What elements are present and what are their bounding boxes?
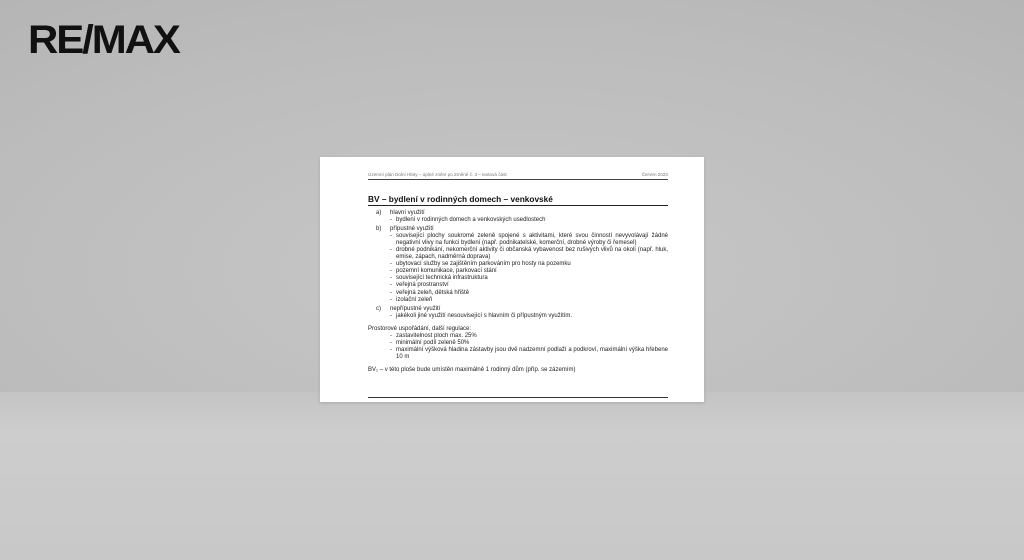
list-item: - ubytovací služby se zajištěním parkováním pro hosty na pozemku <box>390 261 571 268</box>
background-floor <box>0 392 1024 560</box>
document-body <box>368 194 668 374</box>
header-date: Červen 2023 <box>641 172 668 177</box>
section-heading: nepřípustné využití <box>390 305 441 312</box>
section-letter: c) <box>376 305 381 312</box>
regulation-list <box>390 333 668 361</box>
section-b <box>368 226 668 304</box>
section-heading: hlavní využití <box>390 209 425 216</box>
list-item: - veřejná prostranství <box>390 282 449 289</box>
section-letter: a) <box>376 209 382 216</box>
regulation-heading: Prostorové uspořádání, další regulace: <box>368 325 472 332</box>
list-item: - jakékoli jiné využití nesouvisející s hlavním či přípustným využitím. <box>390 312 573 319</box>
list-item: - zastavitelnost ploch max. 25% <box>390 333 477 339</box>
section-c <box>368 306 668 320</box>
section-a <box>368 210 668 224</box>
document-note: BV₁ – v této ploše bude umístěn maximálně 1 rodinný dům (příp. se zázemím) <box>368 367 576 374</box>
list-item: - minimální podíl zeleně 50% <box>390 340 470 347</box>
remax-logo: RE/MAX <box>28 18 179 62</box>
list-item: - veřejná zeleň, dětská hřiště <box>390 289 470 296</box>
list-item: - související plochy soukromé zeleně spojené s aktivitami, které svou činností nevyvolávají žádné negativní vlivy na funkci bydlení (např. podnikatelské, komerční, drobné výroby či řemesel) <box>390 232 668 246</box>
section-letter: b) <box>376 225 382 232</box>
list-item: - drobné podnikání, nekomerční aktivity či občanská vybavenost bez rušivých vlivů na okolí (např. hluk, emise, zápach, nadměrná doprava) <box>390 246 668 261</box>
list-item: - maximální výšková hladina zástavby jsou dvě nadzemní podlaží a podkroví, maximální výška hřebene 10 m <box>390 347 668 361</box>
document-header <box>368 172 668 180</box>
list-item: - izolační zeleň <box>390 296 433 303</box>
list-item: - související technická infrastruktura <box>390 275 488 282</box>
list-item: - pozemní komunikace, parkovací stání <box>390 268 497 275</box>
document-title: BV – bydlení v rodinných domech – venkovské <box>368 194 668 206</box>
document-page <box>320 157 704 402</box>
list-item: - bydlení v rodinných domech a venkovských usedlostech <box>390 216 546 223</box>
section-heading: přípustné využití <box>390 225 434 232</box>
bottom-rule <box>368 397 668 398</box>
header-left-text: Územní plán Dolní Hbity – úplné znění po Změně č. 3 – textová část <box>368 172 507 177</box>
